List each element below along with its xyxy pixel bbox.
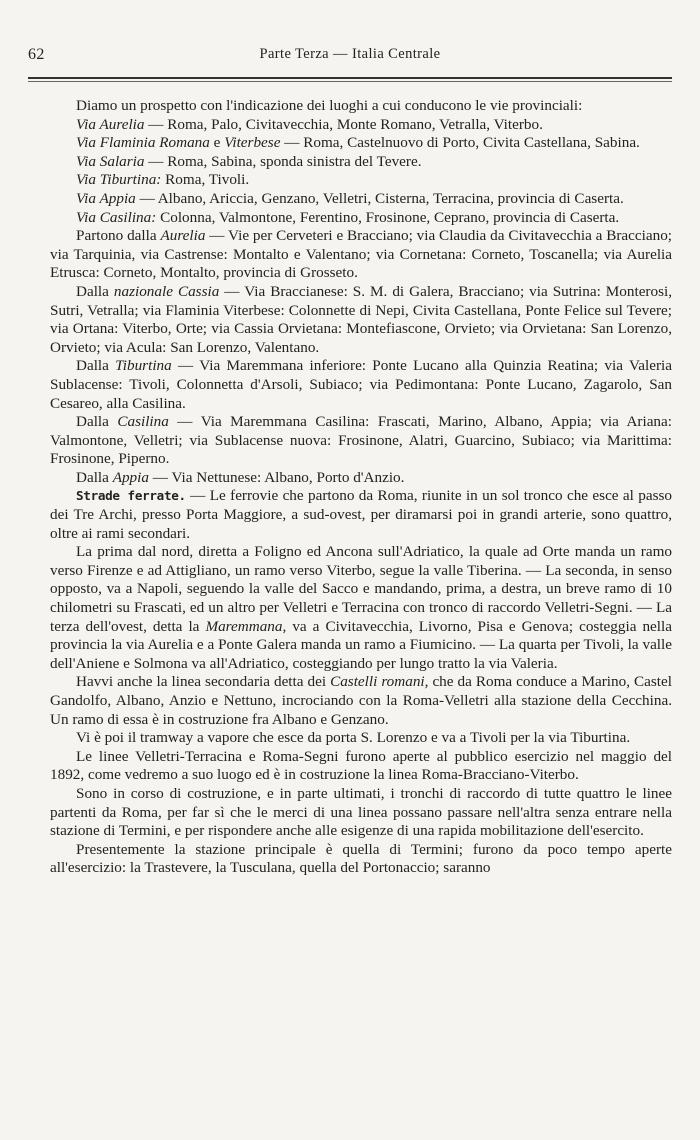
text-segment: La prima dal nord, diretta a Foligno ed Ancona sull'Adriatico, la quale ad Orte manda un ramo verso Firenze e ad Attigliano, un ramo verso Viterbo, segue la valle Tiberina. — La seconda, in senso opposto, va a Napoli, seguendo la valle del Sacco e mandando, prima, a destra, un breve ramo di 10 chilometri su Frascati, ed un altro per Velletri e Terracina con tronco di raccordo Velletri-Segni. — La terza dell'ovest, detta la — [50, 543, 672, 635]
paragraph — [50, 171, 672, 190]
italic-text: Aurelia — [160, 227, 206, 245]
text-segment: Dalla — [76, 357, 116, 375]
paragraph — [50, 487, 672, 543]
italic-text: Via Tiburtina: — [76, 171, 162, 189]
italic-text: Maremmana, — [205, 617, 287, 635]
paragraph — [50, 190, 672, 209]
italic-text: Via Casilina: — [76, 208, 157, 226]
text-segment: che da Roma conduce a Marino, Castel Gandolfo, Albano, Anzio e Nettuno, incrociando con la Roma-Velletri alla stazione della Cecchina. Un ramo di essa è in costruzione fra Albano e Genzano. — [50, 673, 672, 728]
running-header — [28, 44, 672, 68]
paragraph — [50, 413, 672, 469]
text-segment: Dalla — [76, 468, 113, 486]
text-segment: Diamo un prospetto con l'indicazione dei luoghi a cui conducono le vie provinciali: — [76, 97, 583, 114]
text-segment: Presentemente la stazione principale è quella di Termini; furono da poco tempo aperte all'esercizio: la Trastevere, la Tusculana, quella del Portonaccio; saranno — [50, 840, 672, 877]
paragraph — [50, 357, 672, 413]
running-title: Parte Terza — Italia Centrale — [259, 46, 441, 62]
italic-text: Via Salaria — [76, 152, 145, 170]
text-segment: — Vie per Cerveteri e Bracciano; via Claudia da Civitavecchia a Bracciano; via Tarquinia, via Castrense: Montalto e Valentano; via Cornetana: Corneto, Toscanella; via Aurelia Etrusca: Corneto, Montalto, provincia di Grosseto. — [50, 227, 673, 282]
text-segment: Partono dalla — [76, 227, 161, 245]
text-segment: va a Civitavecchia, Livorno, Pisa e Genova; costeggia nella provincia la via Aurelia e a Ponte Galera manda un ramo a Fiumicino. — La quarta per Tivoli, la valle dell'Aniene e Solmona va all'Adriatico, costeggiando per lungo tratto la via Valeria. — [50, 617, 672, 672]
text-segment: — Le ferrovie che partono da Roma, riunite in un sol tronco che esce al passo dei Tre Archi, presso Porta Maggiore, a sud-ovest, per diramarsi poi in grandi arterie, sono quattro, oltre ai rami secondari. — [50, 487, 673, 542]
section-label: Strade ferrate. — [76, 488, 186, 504]
italic-text: Via Flaminia Romana — [76, 134, 210, 152]
body-text — [50, 97, 672, 878]
text-segment: — Roma, Castelnuovo di Porto, Civita Castellana, Sabina. — [280, 134, 640, 152]
text-segment: Colonna, Valmontone, Ferentino, Frosinone, Ceprano, provincia di Caserta. — [156, 208, 620, 226]
header-rule — [28, 77, 672, 81]
text-segment: Sono in corso di costruzione, e in parte ultimati, i tronchi di raccordo di tutte quattro le linee partenti da Roma, per far sì che le merci di una linea possano passare nell'altra senza entrare nella stazione di Termini, e per rispondere anche alle esigenze di una rapida mobilitazione dell'esercito. — [50, 784, 672, 840]
paragraph — [50, 469, 672, 488]
text-segment: — Albano, Ariccia, Genzano, Velletri, Cisterna, Terracina, provincia di Caserta. — [135, 189, 624, 207]
text-segment: — Via Maremmana Casilina: Frascati, Marino, Albano, Appia; via Ariana: Valmontone, Velletri; via Sublacense nuova: Frosinone, Alatri, Guarcino, Subiaco; via Marittima: Frosinone, Piperno. — [50, 413, 672, 468]
text-segment: Dalla — [76, 413, 118, 431]
text-segment: — Via Nettunese: Albano, Porto d'Anzio. — [148, 468, 405, 486]
italic-text: Tiburtina — [115, 357, 172, 375]
text-segment: — Via Maremmana inferiore: Ponte Lucano alla Quinzia Reatina; via Valeria Sublacense: Tivoli, Colonnetta d'Arsoli, Subiaco; via Pedimontana: Ponte Lucano, Zagarolo, San Cesareo, alla Casilina. — [50, 357, 672, 412]
text-segment: — Roma, Sabina, sponda sinistra del Tevere. — [144, 152, 422, 170]
paragraph — [50, 729, 672, 748]
paragraph — [50, 543, 672, 673]
text-segment: Le linee Velletri-Terracina e Roma-Segni furono aperte al pubblico esercizio nel maggio del 1892, come vedremo a suo luogo ed è in costruzione la linea Roma-Bracciano-Viterbo. — [50, 747, 672, 784]
text-segment: Vi è poi il tramway a vapore che esce da porta S. Lorenzo e va a Tivoli per la via Tiburtina. — [76, 729, 631, 747]
text-segment: e — [209, 134, 225, 152]
text-segment: Dalla — [76, 282, 114, 300]
italic-text: Casilina — [117, 413, 169, 431]
italic-text: Castelli romani, — [330, 673, 429, 691]
text-segment: Havvi anche la linea secondaria detta dei — [76, 673, 331, 691]
paragraph — [50, 748, 672, 785]
paragraph — [50, 116, 672, 135]
paragraph — [50, 97, 672, 116]
italic-text: Via Appia — [76, 189, 136, 207]
italic-text: Appia — [112, 468, 149, 486]
page-number: 62 — [28, 46, 45, 63]
paragraph — [50, 209, 672, 228]
italic-text: nazionale Cassia — [113, 282, 220, 300]
paragraph — [50, 134, 672, 153]
italic-text: Via Aurelia — [76, 115, 145, 133]
text-segment: Roma, Tivoli. — [161, 171, 250, 189]
italic-text: Viterbese — [224, 134, 281, 152]
paragraph — [50, 227, 672, 283]
paragraph — [50, 153, 672, 172]
paragraph — [50, 673, 672, 729]
paragraph — [50, 785, 672, 841]
text-segment: — Roma, Palo, Civitavecchia, Monte Romano, Vetralla, Viterbo. — [144, 115, 543, 133]
paragraph — [50, 283, 672, 357]
text-segment: — Via Braccianese: S. M. di Galera, Bracciano; via Sutrina: Monterosi, Sutri, Vetralla; via Flaminia Viterbese: Colonnette di Nepi, Civita Castellana, Ponte Felice sul Tevere; via Ortana: Viterbo, Orte; via Cassia Orvietana: Montefiascone, Orvieto; via Orvietana: San Lorenzo, Orvieto; via Acula: San Lorenzo, Valentano. — [50, 282, 673, 356]
paragraph — [50, 841, 672, 878]
